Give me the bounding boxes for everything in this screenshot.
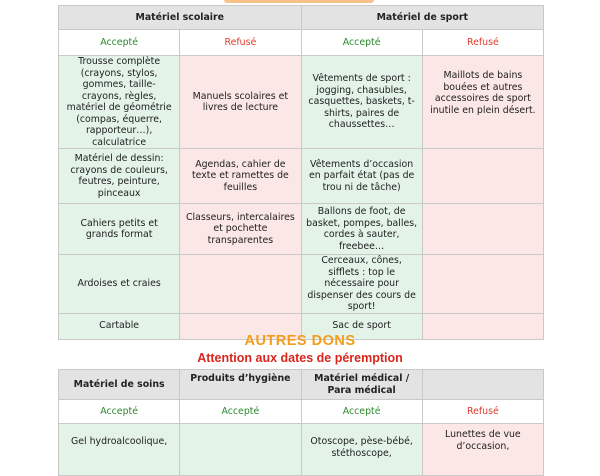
header-empty xyxy=(422,370,543,400)
section-title: AUTRES DONS xyxy=(244,333,356,349)
cell-school-accepted: Trousse complète (crayons, stylos, gommes, taille-crayons, règles, matériel de géométrie (compas, équerre, rapporteur…), calculatrice xyxy=(59,56,180,149)
table-row xyxy=(59,204,544,255)
table-row xyxy=(59,255,544,314)
sub-header-accepted: Accepté xyxy=(180,400,301,424)
section-subtitle: Attention aux dates de péremption xyxy=(197,351,403,365)
cell-school-accepted: Cahiers petits et grands format xyxy=(59,204,180,255)
sub-header-row xyxy=(59,400,544,424)
cell-school-accepted: Ardoises et craies xyxy=(59,255,180,314)
cell-sport-refused: Maillots de bains bouées et autres accessoires de sport inutile en plein désert. xyxy=(422,56,543,149)
cell-school-accepted: Matériel de dessin: crayons de couleurs, feutres, peinture, pinceaux xyxy=(59,149,180,204)
sub-header-accepted: Accepté xyxy=(59,30,180,56)
cell-school-refused: Classeurs, intercalaires et pochette transparentes xyxy=(180,204,301,255)
header-hygiene-products: Produits d’hygiène xyxy=(180,370,301,400)
top-decoration xyxy=(224,0,374,3)
cell-school-accepted: Cartable xyxy=(59,313,180,339)
cell-sport-accepted: Cerceaux, cônes, sifflets : top le nécessaire pour dispenser des cours de sport! xyxy=(301,255,422,314)
table-row xyxy=(59,149,544,204)
sub-header-refused: Refusé xyxy=(422,30,543,56)
cell-sport-refused xyxy=(422,149,543,204)
sub-header-row xyxy=(59,30,544,56)
cell-sport-refused xyxy=(422,255,543,314)
cell-sport-accepted: Ballons de foot, de basket, pompes, balles, cordes à sauter, freebee… xyxy=(301,204,422,255)
sub-header-accepted: Accepté xyxy=(301,400,422,424)
sub-header-accepted: Accepté xyxy=(301,30,422,56)
table-school-sport xyxy=(58,5,544,340)
cell-care-accepted: Gel hydroalcoolique, xyxy=(59,424,180,476)
cell-medical-accepted: Otoscope, pèse-bébé, stéthoscope, xyxy=(301,424,422,476)
table-other-donations xyxy=(58,369,544,476)
cell-sport-accepted: Vêtements de sport : jogging, chasubles, casquettes, baskets, t-shirts, paires de chaussettes… xyxy=(301,56,422,149)
cell-school-refused xyxy=(180,255,301,314)
sub-header-refused: Refusé xyxy=(422,400,543,424)
cell-school-refused: Agendas, cahier de texte et ramettes de feuilles xyxy=(180,149,301,204)
table-header-row xyxy=(59,6,544,30)
table-row xyxy=(59,56,544,149)
cell-medical-refused: Lunettes de vue d’occasion, xyxy=(422,424,543,476)
cell-sport-refused xyxy=(422,204,543,255)
header-medical-equipment: Matériel médical / Para médical xyxy=(301,370,422,400)
header-care-supplies: Matériel de soins xyxy=(59,370,180,400)
header-school-supplies: Matériel scolaire xyxy=(59,6,302,30)
sub-header-accepted: Accepté xyxy=(59,400,180,424)
table-header-row xyxy=(59,370,544,400)
sub-header-refused: Refusé xyxy=(180,30,301,56)
cell-sport-accepted: Vêtements d’occasion en parfait état (pas de trou ni de tâche) xyxy=(301,149,422,204)
cell-sport-accepted: Sac de sport xyxy=(301,313,422,339)
header-sport-equipment: Matériel de sport xyxy=(301,6,544,30)
cell-school-refused: Manuels scolaires et livres de lecture xyxy=(180,56,301,149)
